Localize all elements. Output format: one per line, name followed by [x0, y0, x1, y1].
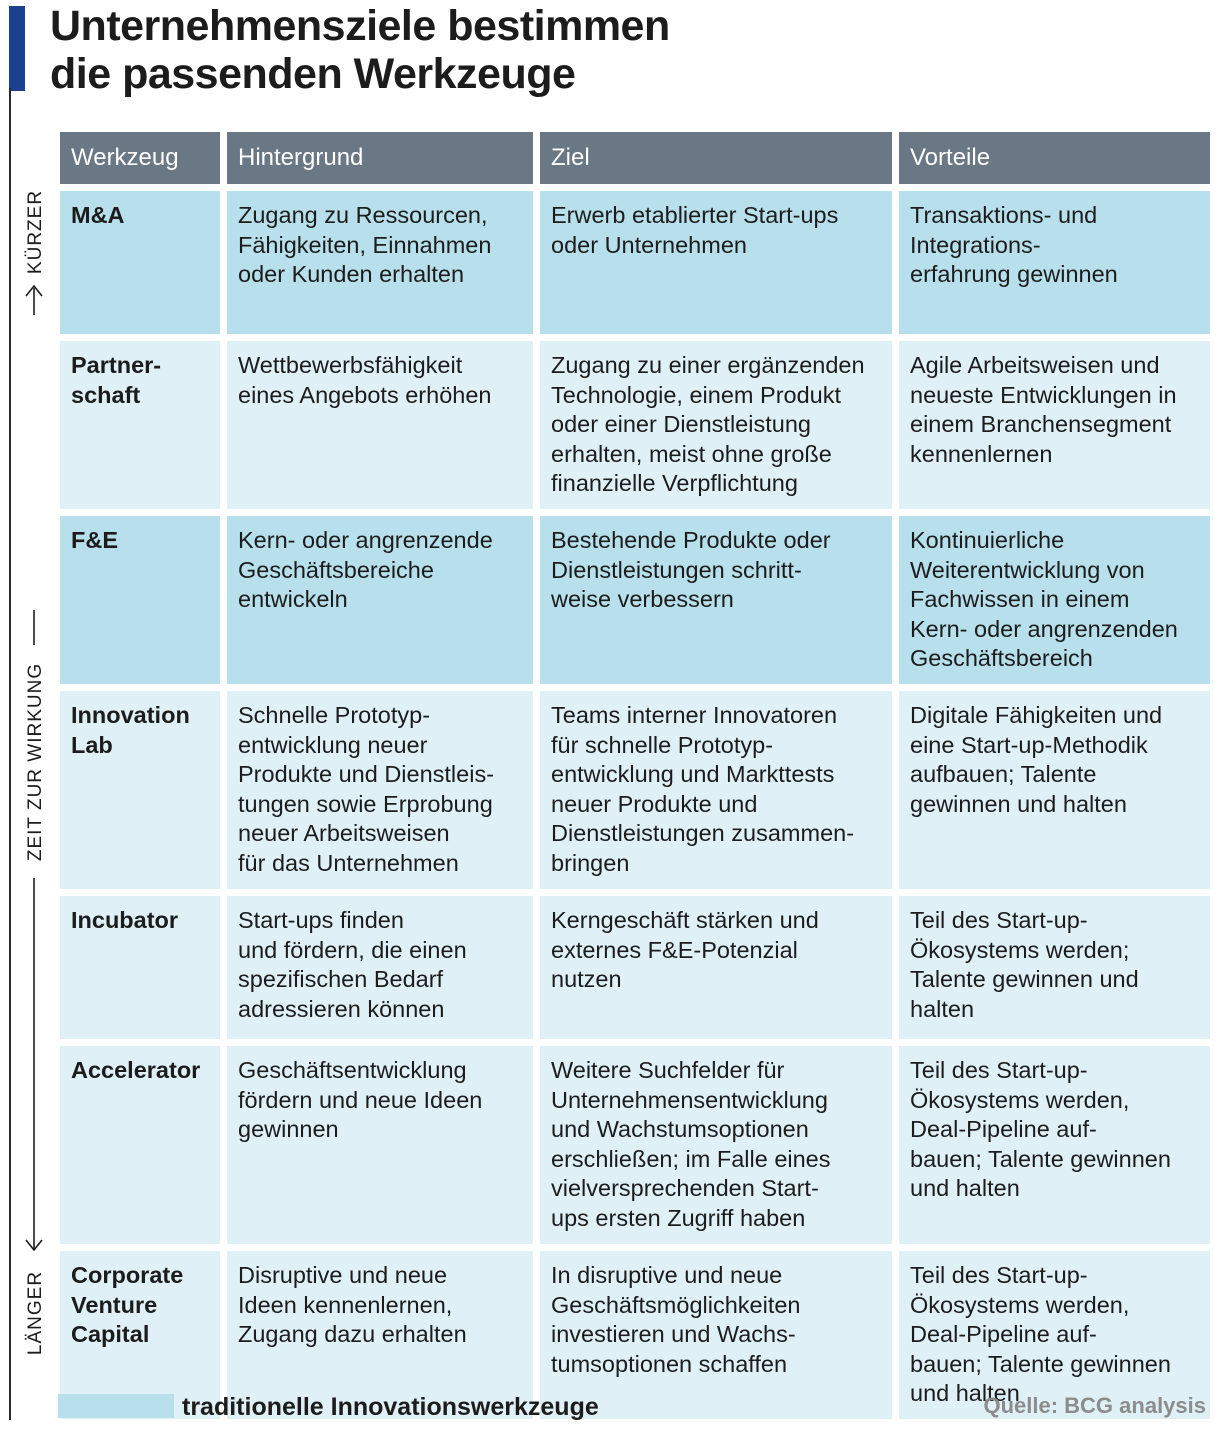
axis-top-arrow	[26, 286, 42, 315]
cell-line: gewinnen	[238, 1116, 339, 1142]
cell-line: nutzen	[551, 966, 622, 992]
cell-line: Fähigkeiten, Einnahmen	[238, 231, 492, 258]
cell-line: vielversprechenden Start-	[551, 1175, 819, 1201]
legend-label: traditionelle Innovationswerkzeuge	[182, 1393, 599, 1421]
cell-line: Agile Arbeitsweisen und	[910, 352, 1160, 378]
cell-line: und halten	[910, 1175, 1020, 1201]
cell-line: Bestehende Produkte oder	[551, 527, 831, 553]
cell-line: Deal-Pipeline auf-	[910, 1116, 1097, 1142]
cell-line: Ökosystems werden;	[910, 936, 1130, 963]
cell-line: Zugang zu Ressourcen,	[238, 202, 488, 228]
cell-line: Lab	[71, 731, 113, 758]
cell-line: Integrations-	[910, 231, 1041, 258]
cell-line: Zugang dazu erhalten	[238, 1321, 467, 1347]
cell-line: Start-ups finden	[238, 907, 404, 933]
cell-line: Ökosystems werden,	[910, 1291, 1130, 1318]
legend-swatch	[58, 1394, 174, 1418]
cell-line: bringen	[551, 849, 630, 876]
cell-line: Unternehmensentwicklung	[551, 1086, 828, 1113]
cell-line: neueste Entwicklungen in	[910, 381, 1177, 408]
time-axis	[0, 0, 60, 1441]
cell-line: oder Unternehmen	[551, 231, 747, 258]
tool-cell	[60, 191, 220, 334]
cell-line: und halten	[910, 1380, 1020, 1406]
cell-line: weise verbessern	[551, 586, 734, 612]
title-line-2: die passenden Werkzeuge	[50, 50, 576, 98]
cell-line: Digitale Fähigkeiten und	[910, 702, 1163, 728]
cell-line: oder einer Dienstleistung	[551, 411, 811, 437]
cell-line: aufbauen; Talente	[910, 761, 1097, 787]
cell-line: gewinnen und halten	[910, 790, 1127, 817]
cell-line: Ökosystems werden,	[910, 1086, 1130, 1113]
vorteile-cell	[899, 191, 1210, 334]
source-note: Quelle: BCG analysis	[983, 1393, 1206, 1418]
table-row	[60, 341, 1210, 509]
cell-line: entwicklung und Markttests	[551, 761, 835, 787]
cell-line: Geschäftsentwicklung	[238, 1057, 467, 1083]
hintergrund-cell	[227, 691, 533, 889]
header-vorteile: Vorteile	[899, 132, 1210, 184]
cell-line: Geschäftsbereiche	[238, 556, 434, 583]
cell-line: erhalten, meist ohne große	[551, 440, 832, 467]
cell-line: Deal-Pipeline auf-	[910, 1321, 1097, 1347]
tool-cell	[60, 896, 220, 1039]
cell-line: entwickeln	[238, 586, 348, 612]
ziel-cell	[540, 691, 892, 889]
table-row	[60, 691, 1210, 889]
cell-line: Incubator	[71, 907, 179, 933]
cell-line: einem Branchensegment	[910, 411, 1172, 437]
tool-cell	[60, 1046, 220, 1244]
hintergrund-cell	[227, 896, 533, 1039]
table-row	[60, 516, 1210, 684]
tool-cell	[60, 516, 220, 684]
cell-line: Dienstleistungen zusammen-	[551, 820, 855, 846]
cell-line: Accelerator	[71, 1057, 201, 1083]
cell-line: Talente gewinnen und	[910, 966, 1139, 992]
cell-line: neuer Produkte und	[551, 790, 758, 817]
cell-line: tumsoptionen schaffen	[551, 1350, 788, 1377]
vorteile-cell	[899, 341, 1210, 509]
cell-line: Weitere Suchfelder für	[551, 1057, 785, 1083]
ziel-cell	[540, 516, 892, 684]
cell-line: Partner-	[71, 352, 162, 378]
vorteile-cell	[899, 896, 1210, 1039]
cell-line: erschließen; im Falle eines	[551, 1145, 831, 1172]
cell-line: ups ersten Zugriff haben	[551, 1204, 806, 1231]
cell-line: F&E	[71, 527, 118, 553]
axis-middle-label: ZEIT ZUR WIRKUNG	[25, 662, 46, 862]
cell-line: kennenlernen	[910, 440, 1053, 467]
table-row	[60, 191, 1210, 334]
table-header-row	[60, 132, 1210, 184]
hintergrund-cell	[227, 191, 533, 334]
cell-line: neuer Arbeitsweisen	[238, 820, 450, 846]
cell-line: fördern und neue Ideen	[238, 1086, 483, 1113]
page-title	[50, 2, 850, 98]
axis-bottom-label: LÄNGER	[25, 1270, 46, 1356]
cell-line: Transaktions- und	[910, 202, 1098, 228]
cell-line: tungen sowie Erprobung	[238, 790, 493, 817]
cell-line: oder Kunden erhalten	[238, 261, 465, 287]
cell-line: für das Unternehmen	[238, 849, 459, 876]
cell-line: Kerngeschäft stärken und	[551, 907, 819, 933]
table-row	[60, 896, 1210, 1039]
header-hintergrund: Hintergrund	[227, 132, 533, 184]
cell-line: spezifischen Bedarf	[238, 966, 444, 992]
tool-cell	[60, 341, 220, 509]
cell-line: Erwerb etablierter Start-ups	[551, 202, 839, 228]
title-line-1: Unternehmensziele bestimmen	[50, 2, 670, 50]
cell-line: schaft	[71, 381, 141, 408]
cell-line: Kern- oder angrenzenden	[910, 615, 1178, 642]
ziel-cell	[540, 191, 892, 334]
header-ziel: Ziel	[540, 132, 892, 184]
cell-line: finanzielle Verpflichtung	[551, 470, 798, 496]
vorteile-cell	[899, 516, 1210, 684]
cell-line: Schnelle Prototyp-	[238, 702, 431, 728]
cell-line: bauen; Talente gewinnen	[910, 1350, 1171, 1377]
cell-line: investieren und Wachs-	[551, 1321, 796, 1347]
cell-line: halten	[910, 995, 975, 1022]
cell-line: adressieren können	[238, 995, 445, 1022]
cell-line: Kontinuierliche	[910, 527, 1065, 553]
cell-line: Disruptive und neue	[238, 1262, 448, 1288]
tool-cell	[60, 691, 220, 889]
cell-line: und fördern, die einen	[238, 936, 467, 963]
cell-line: In disruptive und neue	[551, 1262, 783, 1288]
hintergrund-cell	[227, 1046, 533, 1244]
cell-line: Teil des Start-up-	[910, 907, 1088, 933]
cell-line: Teil des Start-up-	[910, 1262, 1088, 1288]
cell-line: M&A	[71, 202, 125, 228]
cell-line: Teil des Start-up-	[910, 1057, 1088, 1083]
hintergrund-cell	[227, 341, 533, 509]
cell-line: Venture	[71, 1291, 158, 1318]
cell-line: eine Start-up-Methodik	[910, 731, 1148, 758]
cell-line: Zugang zu einer ergänzenden	[551, 352, 865, 378]
hintergrund-cell	[227, 516, 533, 684]
cell-line: Corporate	[71, 1262, 184, 1288]
cell-line: Produkte und Dienstleis-	[238, 761, 495, 787]
cell-line: Teams interner Innovatoren	[551, 702, 838, 728]
cell-line: erfahrung gewinnen	[910, 261, 1118, 287]
cell-line: entwicklung neuer	[238, 731, 428, 758]
cell-line: Innovation	[71, 702, 190, 728]
cell-line: Ideen kennenlernen,	[238, 1291, 453, 1318]
table-row	[60, 1046, 1210, 1244]
header-werkzeug: Werkzeug	[60, 132, 220, 184]
cell-line: Dienstleistungen schritt-	[551, 556, 802, 583]
tools-table	[53, 125, 1217, 1426]
ziel-cell	[540, 1046, 892, 1244]
cell-line: eines Angebots erhöhen	[238, 381, 492, 408]
cell-line: Geschäftsmöglichkeiten	[551, 1291, 801, 1318]
vorteile-cell	[899, 1046, 1210, 1244]
vorteile-cell	[899, 691, 1210, 889]
cell-line: Technologie, einem Produkt	[551, 381, 842, 408]
cell-line: für schnelle Prototyp-	[551, 731, 774, 758]
ziel-cell	[540, 896, 892, 1039]
axis-top-label: KÜRZER	[25, 189, 46, 275]
axis-bottom-arrow	[26, 1235, 42, 1250]
cell-line: Weiterentwicklung von	[910, 556, 1145, 583]
ziel-cell	[540, 341, 892, 509]
cell-line: bauen; Talente gewinnen	[910, 1145, 1171, 1172]
cell-line: Fachwissen in einem	[910, 586, 1130, 612]
cell-line: Kern- oder angrenzende	[238, 527, 493, 553]
cell-line: und Wachstumsoptionen	[551, 1116, 809, 1142]
cell-line: Wettbewerbsfähigkeit	[238, 352, 463, 378]
cell-line: externes F&E-Potenzial	[551, 936, 798, 963]
cell-line: Geschäftsbereich	[910, 645, 1093, 671]
cell-line: Capital	[71, 1321, 150, 1347]
